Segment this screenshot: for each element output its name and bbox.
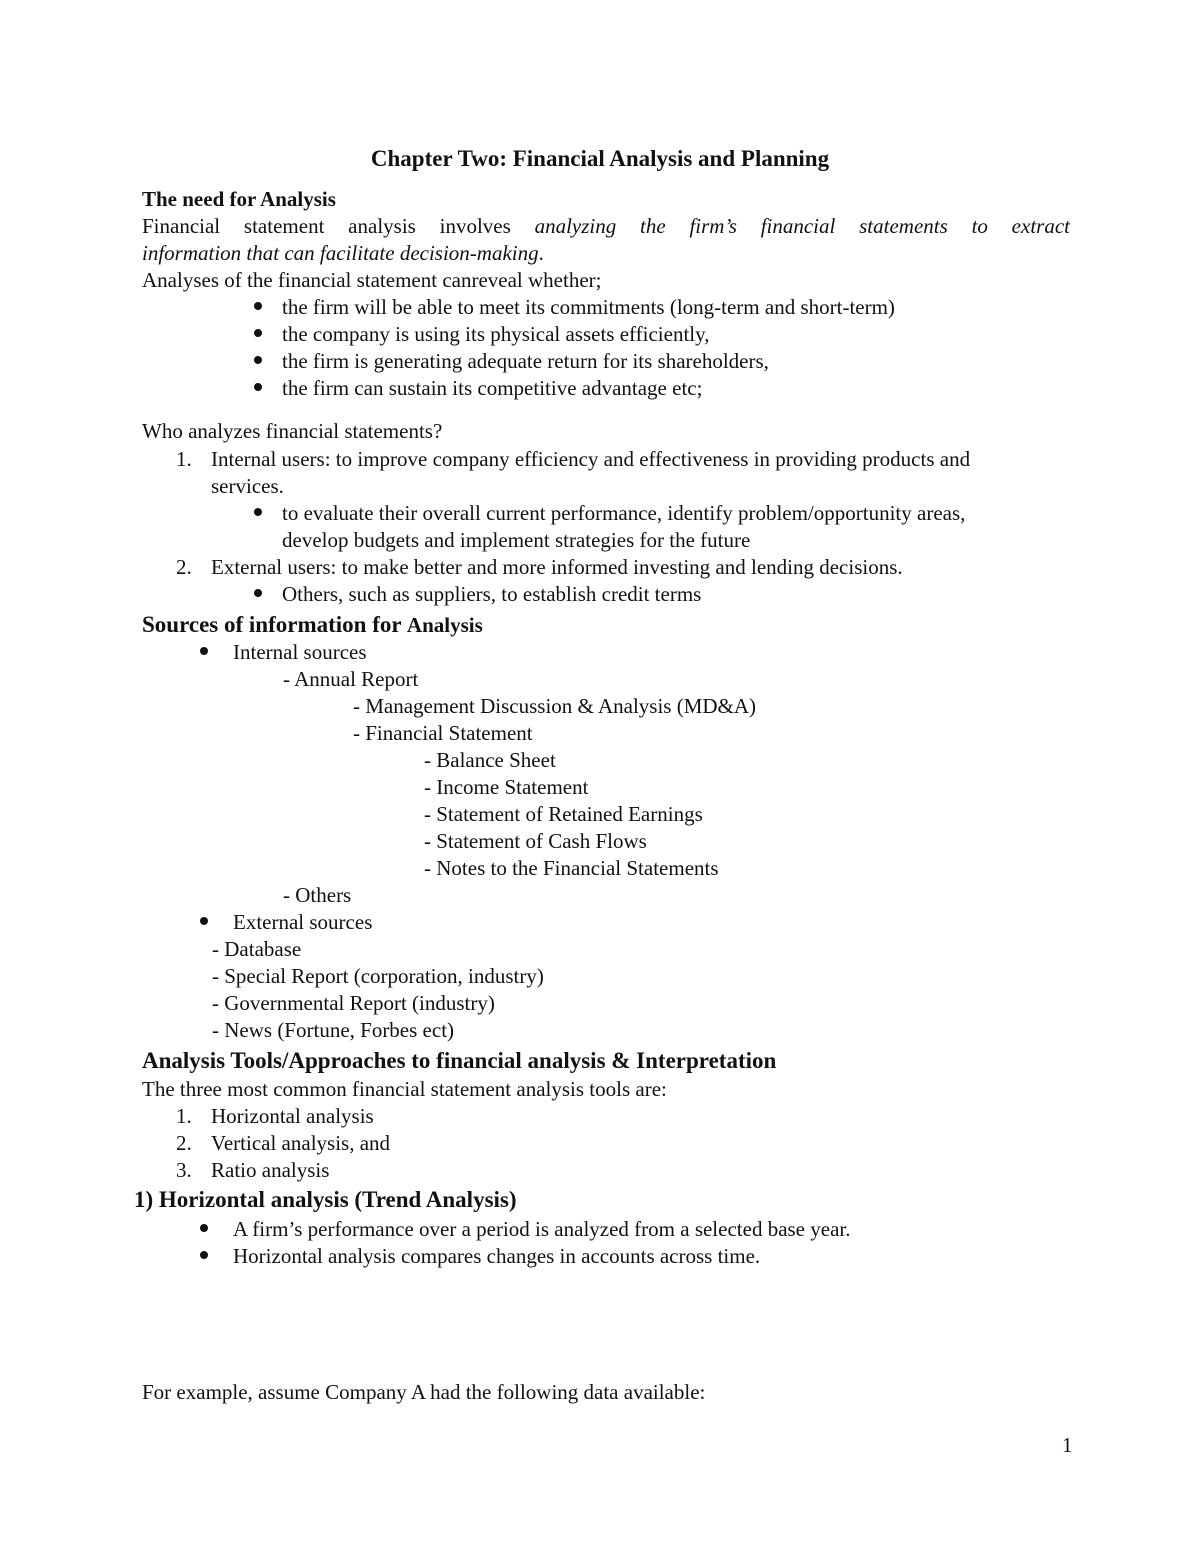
others-item: - Others [283, 883, 352, 907]
bullet-icon [200, 1224, 208, 1232]
page-number: 1 [1062, 1433, 1073, 1457]
example-line: For example, assume Company A had the following data available: [142, 1380, 706, 1404]
ext-item: - Database [212, 937, 302, 961]
ext-item: - News (Fortune, Forbes ect) [212, 1018, 455, 1042]
internal-users-line: Internal users: to improve company efficiency and effectiveness in providing products and [211, 447, 971, 471]
reveal-line: Analyses of the financial statement canreveal whether; [142, 268, 602, 292]
reveal-item: the firm is generating adequate return for its shareholders, [282, 349, 769, 373]
chapter-title: Chapter Two: Financial Analysis and Planning [370, 146, 830, 171]
fs-item: - Notes to the Financial Statements [424, 856, 719, 880]
tools-item-number: 2. [176, 1131, 192, 1155]
fs-item: - Balance Sheet [424, 748, 556, 772]
external-sub-line: Others, such as suppliers, to establish credit terms [282, 582, 702, 606]
external-sources: External sources [233, 910, 373, 934]
reveal-item: the firm can sustain its competitive advantage etc; [282, 376, 703, 400]
horizontal-item: Horizontal analysis compares changes in accounts across time. [233, 1244, 761, 1268]
bullet-icon [254, 383, 262, 391]
intro-paragraph-line-2 [142, 240, 544, 267]
financial-statement-item: - Financial Statement [353, 721, 533, 745]
bullet-icon [200, 647, 208, 655]
tools-item: Vertical analysis, and [211, 1131, 391, 1155]
bullet-icon [254, 356, 262, 364]
horizontal-item: A firm’s performance over a period is analyzed from a selected base year. [233, 1217, 851, 1241]
internal-sub-line-2: develop budgets and implement strategies for the future [282, 528, 751, 552]
need-heading: The need for Analysis [142, 187, 336, 211]
sources-heading-rest: Analysis [406, 613, 483, 637]
external-number: 2. [176, 555, 192, 579]
tools-heading: Analysis Tools/Approaches to financial analysis & Interpretation [142, 1048, 777, 1073]
intro-prefix: Financial statement analysis involves [142, 214, 535, 238]
fs-item: - Statement of Cash Flows [424, 829, 647, 853]
annual-report: - Annual Report [283, 667, 419, 691]
intro-italic-2: information that can facilitate decision-making [142, 241, 539, 265]
sources-heading [142, 610, 483, 640]
intro-italic-1: analyzing the firm’s financial statements to extract [534, 214, 1070, 238]
tools-item: Ratio analysis [211, 1158, 330, 1182]
internal-users-line-cont: services. [211, 474, 284, 498]
external-users-line: External users: to make better and more informed investing and lending decisions. [211, 555, 903, 579]
ext-item: - Special Report (corporation, industry) [212, 964, 544, 988]
tools-item-number: 3. [176, 1158, 192, 1182]
intro-paragraph-line-1 [142, 213, 1070, 240]
mdna-item: - Management Discussion & Analysis (MD&A) [353, 694, 757, 718]
tools-intro: The three most common financial statement analysis tools are: [142, 1077, 667, 1101]
tools-item: Horizontal analysis [211, 1104, 374, 1128]
bullet-icon [254, 508, 262, 516]
internal-sources: Internal sources [233, 640, 367, 664]
fs-item: - Income Statement [424, 775, 589, 799]
reveal-item: the company is using its physical assets efficiently, [282, 322, 710, 346]
internal-sub-line-1: to evaluate their overall current performance, identify problem/opportunity areas, [282, 501, 966, 525]
tools-item-number: 1. [176, 1104, 192, 1128]
who-line: Who analyzes financial statements? [142, 419, 443, 443]
ext-item: - Governmental Report (industry) [212, 991, 495, 1015]
fs-item: - Statement of Retained Earnings [424, 802, 703, 826]
sources-heading-bold: Sources of information for [142, 612, 407, 637]
bullet-icon [200, 917, 208, 925]
bullet-icon [254, 589, 262, 597]
internal-number: 1. [176, 447, 192, 471]
bullet-icon [200, 1251, 208, 1259]
intro-suffix: . [538, 241, 544, 265]
bullet-icon [254, 302, 262, 310]
horizontal-heading: 1) Horizontal analysis (Trend Analysis) [134, 1187, 517, 1212]
reveal-item: the firm will be able to meet its commitments (long-term and short-term) [282, 295, 895, 319]
bullet-icon [254, 329, 262, 337]
